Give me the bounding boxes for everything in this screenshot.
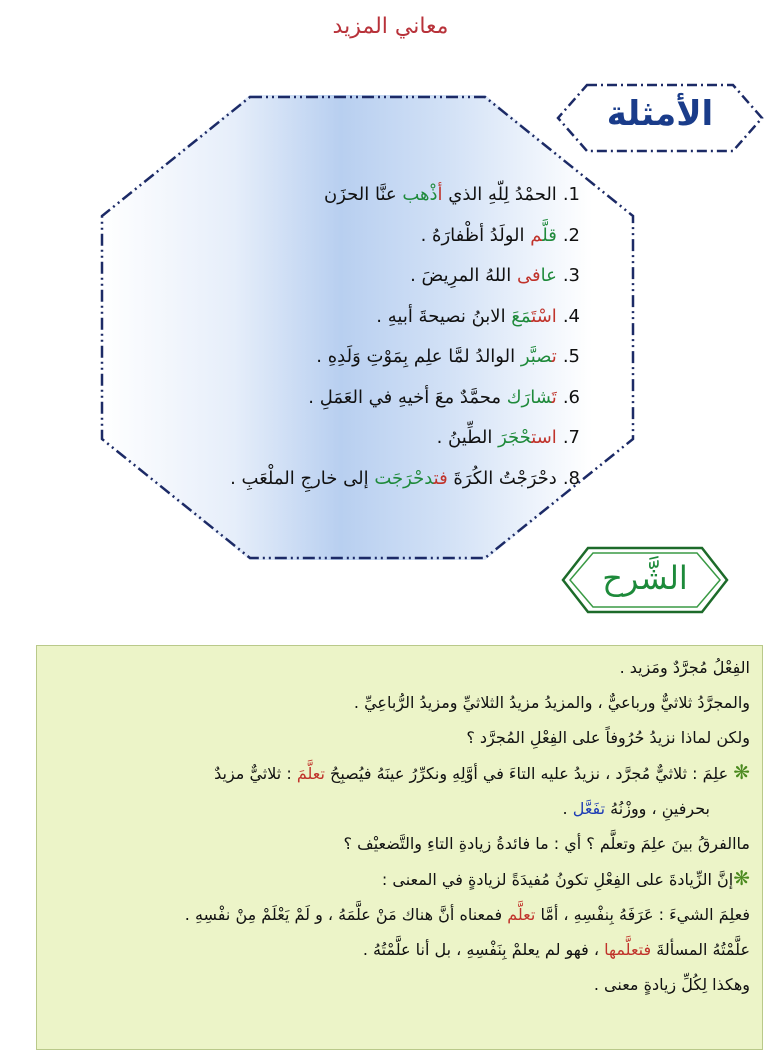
example-item: 7.استحْجَرَ الطِّينُ . <box>436 427 580 448</box>
explanation-box <box>36 645 763 1050</box>
page-title: معاني المزيد <box>332 14 449 39</box>
example-item: 1.الحمْدُ لِلّهِ الذي أذْهب عنَّا الحزَن <box>324 184 580 205</box>
explain-line-8: فعلِمَ الشيءَ : عَرَفَهُ بِنفْسِهِ ، أمَّا تعلَّم فمعناه أنَّ هناك مَنْ علَّمَهُ ، و لَمْ يَعْلَمْ مِنْ نفْسِهِ . <box>184 905 750 924</box>
examples-header <box>555 82 765 154</box>
explain-line-5: بحرفينِ ، ووزْنُهُ تفَعَّل . <box>562 799 710 818</box>
flower-bullet-icon: ❋ <box>733 760 750 784</box>
flower-bullet-icon: ❋ <box>733 866 750 890</box>
explanation-header <box>560 545 730 615</box>
example-item: 5.تصبَّر الوالدُ لمَّا علِم بِمَوْتِ وَلَدِهِ . <box>316 346 580 367</box>
examples-list <box>180 175 580 499</box>
explain-line-1: الفِعْلُ مُجرَّدٌ ومَزيد . <box>619 658 750 677</box>
explain-line-9: علَّمْتُهُ المسألةَ فتعلَّمها ، فهو لم يعلمْ بِنَفْسِهِ ، بل أنا علَّمْتُهُ . <box>362 940 750 959</box>
explain-line-10: وهكذا لِكُلِّ زيادةٍ معنى . <box>593 975 750 994</box>
examples-panel <box>100 95 635 560</box>
examples-header-title: الأمثلة <box>606 94 714 134</box>
example-item: 6.تَشارَك محمَّدٌ معَ أخيهِ في العَمَلِ . <box>308 386 580 408</box>
explain-line-2: والمجرَّدُ ثلاثيٌّ ورباعيٌّ ، والمزيدُ مزيدُ الثلاثيِّ ومزيدُ الرُّباعِيِّ . <box>353 693 750 712</box>
example-item: 8.دحْرَجْتُ الكُرَةَ فتدحْرَجَت إلى خارجِ الملْعَبِ . <box>230 467 580 489</box>
explain-line-6: ماالفرقُ بينَ علِمَ وتعلَّم ؟ أي : ما فائدةُ زيادةِ التاءِ والتَّضعيْف ؟ <box>343 834 750 853</box>
explain-line-7: ❋إنَّ الزِّيادةَ على الفِعْلِ تكونُ مُفيدَةً لزيادةٍ في المعنى : <box>381 866 750 890</box>
explanation-header-title: الشَّرح <box>602 559 688 597</box>
explain-line-4: ❋ علِمَ : ثلاثيٌّ مُجرَّد ، نزيدُ عليه التاءَ في أوَّلِهِ ونكرِّرُ عينَهُ فيُصبِحُ تعلَّمَ : ثلاثيٌّ مزيدٌ <box>214 760 750 784</box>
example-item: 4.اسْتَمَعَ الابنُ نصيحةَ أبيهِ . <box>376 305 580 327</box>
example-item: 2.قلَّم الولَدُ أظْفارَهُ . <box>420 224 580 246</box>
explain-line-3: ولكن لماذا نزيدُ حُرُوفاً على الفِعْلِ المُجرَّد ؟ <box>466 728 750 747</box>
example-item: 3.عافى اللهُ المرِيضَ . <box>410 265 580 286</box>
